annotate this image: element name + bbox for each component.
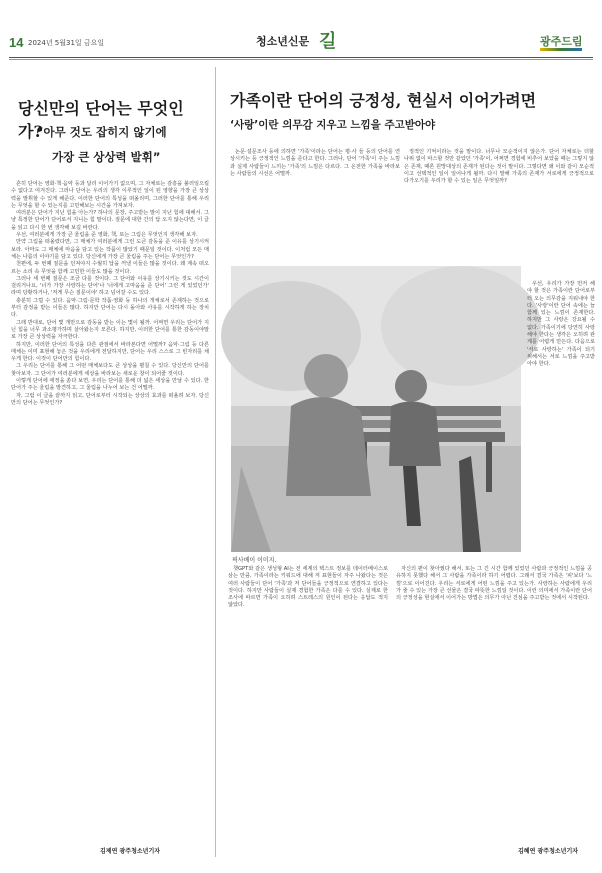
paragraph: 만약 그림을 떠올렸다면, 그 매체가 여러분에게 그런 도큰 감동을 준 이유를 상기시켜 보라. 아마도 그 매체에 마음을 담고 있는 작품이 많았기 때문일 것이다. 이처럼 모든 매체는 나름의 이야기를 담고 있다. 당신에게 가장 큰 울림을 주는 단어는 무엇인가? bbox=[11, 239, 209, 260]
paragraph: 충분히 그럴 수 있다. 음악·그림·문학 작품·영화 등 하나의 개체로서 존재하는 것으로부터 감정을 받는 이들은 많다. 하지만 단어는 다시 돌아와 사유를 시작하게 하는 장치다. bbox=[11, 297, 209, 319]
paragraph: 천편에, 두 번째 질문을 던져야지 수월히 답을 꺼낼 이들은 많을 것이다. 왜 계속 떠오르는 소리 속 무엇을 함께 고민한 이들도 많을 것이다. bbox=[11, 261, 209, 275]
right-article-column-2-bottom bbox=[396, 566, 592, 858]
paragraph: 우선, 우리가 가장 먼저 해야 할 것은 가족이란 단어로부터 오는 의무감을 지워내야 한다. '사랑'이란 단어 속에는 늘 함께 있는 느낌이 존재한다. 하지만 그 사랑은 강요될 수 없다. 가족이기에 당연히 사랑해야 한다는 생각은 오히려 관계를 어렵게 만든다. 다음으로 '서로 사랑하는' 가족이 되기 위해서는 서로 느낌을 주고받아야 한다. bbox=[527, 281, 595, 368]
right-article-subtitle: ‘사랑’이란 의무감 지우고 느낌을 주고받아야 bbox=[230, 119, 436, 131]
issue-date: 2024년 5월31일 금요일 bbox=[28, 39, 105, 47]
page-header bbox=[0, 0, 602, 58]
paragraph: 흔히 단어는 영화·책·음악 등과 달리 이어가기 없으며, 그 자체로는 감흥을 불러일으킬 수 없다고 여겨진다. 그러나 단어는 우리의 생각 이루적인 일이 된 영향을 가장 큰 상상력을 발휘할 수 있게 해준다. 이러한 단어의 특성을 떠올리며, 그러한 단어를 통해 우리는 무엇을 할 수 있는지를 고민해보는 시간을 가져보자. bbox=[11, 181, 209, 209]
column-divider bbox=[215, 67, 216, 857]
paragraph: 챗GPT와 같은 생성형 AI는 전 세계의 텍스트 정보를 데이터베이스로 삼는 만큼, 가족이라는 키워드에 대해 저 표현들이 자주 나왔다는 것은 여러 사람들이 단어 '가족'과 저 단어들을 긍정적으로 연결하고 있다는 것이다. 하지만 사람들이 실제 경험한 가족은 다를 수 있다. 실제로 한 조사에 따르면 가족이 오히려 스트레스의 원인이 된다는 응답도 적지 않았다. bbox=[228, 566, 388, 609]
left-article-subtitle-line2: 가장 큰 상상력 발휘” bbox=[52, 150, 161, 164]
paragraph: 자신의 편이 찾아줬다 해서, 또는 그 긴 시간 함께 있었던 사람과 긍정적인 느낌을 공유하지 못했다 해서 그 사람을 가족이라 하기 어렵다. 그래서 결국 가족은 '피'보다 '느낌'으로 이어진다. 우리는 서로에게 어떤 느낌을 주고 있는가. 사랑하는 사람에게 우리가 줄 수 있는 가장 큰 선물은 결국 따뜻한 느낌일 것이다. 이런 의미에서 가족이란 단어의 긍정성을 현실에서 이어가는 방법은 의무가 아닌 진심을 주고받는 것에서 시작된다. bbox=[396, 566, 592, 602]
paragraph: 그 우리는 단어를 통해 그 어떤 매체보다도 큰 상상을 펼칠 수 있다. 당신만의 단어를 찾아보자. 그 단어가 여러분에게 세상을 바라보는 새로운 창이 되어줄 것이다. bbox=[11, 363, 209, 377]
left-article-subtitle-line1: “아무 것도 잡히지 않기에 bbox=[36, 125, 167, 139]
publisher-logo: 광주드림 bbox=[540, 35, 583, 48]
paragraph: 이렇게 단어에 애정을 쏟다 보면, 우리는 단어를 통해 더 넓은 세상을 만날 수 있다. 한 단어가 주는 울림을 발견하고, 그 울림을 나누어 보는 건 어떨까. bbox=[11, 378, 209, 392]
paragraph: 여러분은 단어가 지닌 힘을 아는가? 하나의 문장, 주고받는 말이 지닌 힘에 대해서. 그냥 특정한 단어가 단어로서 지니는 힘 말이다. 질문에 대한 간의 답 오지 않는다면, 이 글을 읽고 다시 한 번 생각해 보길 바란다. bbox=[11, 210, 209, 231]
page-number: 14 bbox=[9, 35, 24, 50]
right-article-byline: 김혜연 광주청소년기자 bbox=[518, 848, 579, 855]
left-article-title: 당신만의 단어는 무엇인가? bbox=[18, 99, 184, 141]
right-article-column-2-top bbox=[404, 149, 594, 264]
paragraph: 정적인 기억이라는 것을 말이다. 너무나 모순적이지 않은가. 단어 자체로는 더할 나위 없이 따스할 것만 같았던 '가족'이, 어쩌면 경험에 비추어 보았을 때는 그렇지 않은 존재, 때론 원망대상의 존재가 된다는 것이 말이다. 그렇다면 왜 이와 같이 모순적이고 선택적인 일이 일어나게 될까. 다시 말해 가족의 존재가 서로에게 긍정적으로 다가오기를 우리가 할 수 있는 일은 무엇일까? bbox=[404, 149, 594, 185]
left-article-body bbox=[11, 181, 209, 841]
paragraph: 그러나 세 번째 질문은 조금 다를 것이다. 그 단어와 이유를 상기시키는 것도 시간이 걸리거나요, '너가 가장 사랑하는 단어'나 '너에게 고마움을 준 단어' 그런 게 있었던가' 라며 당황하거나, '저게 무슨 질문이야' 하고 넘어갈 수도 있다. bbox=[11, 275, 209, 297]
paragraph: 논문·설문조사 등에 의하면 '가족'이라는 단어는 평·사 들 등의 단어를 연상시키는 등 긍정적인 느낌을 준다고 한다. 그러나, 단어 '가족'이 주는 느낌과 실제 사람들이 느끼는 '가족'의 느낌은 다르다. 그 온전한 가족을 바라보는 사람들의 시선은 어떨까. bbox=[230, 149, 400, 177]
article-photo bbox=[231, 266, 521, 552]
paragraph: 우선, 여러분에게 가장 큰 울림을 준 영화, 책, 또는 그림은 무엇인지 생각해 보자. bbox=[16, 232, 198, 239]
photo-caption: 픽사베이 이미지. bbox=[232, 557, 277, 564]
section-name: 청소년신문 bbox=[256, 35, 310, 48]
section-title: 길 bbox=[319, 31, 337, 52]
paragraph: 그래 반대로, 단어 몇 개만으로 감동을 받는 이는 몇이 될까. 어쩌면 우리는 단어가 지닌 힘을 너무 과소평가하며 살아왔는지 모른다. 하지만, 이러한 단어를 통한 감동이야말로 가장 큰 상상력을 자극한다. bbox=[11, 319, 209, 341]
paragraph: 자, 그럼 이 글을 끝까지 읽고, 단어로부터 시작되는 상상의 효과를 떠올려 보자. 당신만의 단어는 무엇인가? bbox=[11, 392, 209, 406]
park-bench-photo-image bbox=[231, 266, 521, 552]
header-rule bbox=[9, 57, 593, 58]
paragraph: 하지만, 이러한 단어의 특성을 다른 관점에서 바라본다면 어떨까? 음악·그림 등 다른 매체는 이미 표현해 놓은 것을 우리에게 전달하지만, 단어는 우리 스스로 그 빈자리를 채우게 한다. 이것이 단어만의 힘이다. bbox=[11, 341, 209, 363]
header-rule-thin bbox=[9, 59, 593, 60]
logo-color-bar bbox=[540, 48, 582, 51]
right-article-title: 가족이란 단어의 긍정성, 현실서 이어가려면 bbox=[230, 91, 537, 110]
right-article-column-1-bottom bbox=[228, 566, 388, 858]
left-article-byline: 김제연 광주청소년기자 bbox=[100, 848, 161, 855]
right-article-column-1-top bbox=[230, 149, 400, 259]
